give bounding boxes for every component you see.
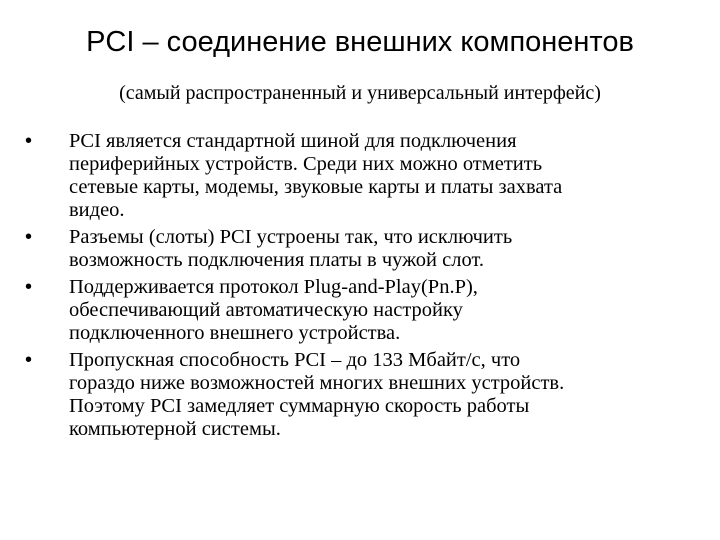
bullet-dot-icon: • [25,276,33,298]
bullet-list [0,130,720,445]
bullet-item [0,349,720,441]
bullet-item [0,130,720,222]
bullet-text: Пропускная способность PCI – до 133 Мбайт/с, что гораздо ниже возможностей многих внешних устройств. Поэтому PCI замедляет суммарную скорость работы компьютерной системы. [69,349,565,440]
slide-title: PCI – соединение внешних компонентов [86,26,634,58]
bullet-text: PCI является стандартной шиной для подключения периферийных устройств. Среди них можно отметить сетевые карты, модемы, звуковые карты и платы захвата видео. [69,130,563,221]
bullet-item [0,276,720,345]
bullet-dot-icon: • [25,130,33,152]
slide-subtitle: (самый распространенный и универсальный интерфейс) [119,82,601,104]
bullet-item [0,226,720,272]
bullet-text: Поддерживается протокол Plug-and-Play(Pn.P), обеспечивающий автоматическую настройку подключенного внешнего устройства. [69,276,478,344]
bullet-dot-icon: • [25,349,33,371]
bullet-text: Разъемы (слоты) PCI устроены так, что исключить возможность подключения платы в чужой слот. [69,226,513,271]
bullet-dot-icon: • [25,226,33,248]
